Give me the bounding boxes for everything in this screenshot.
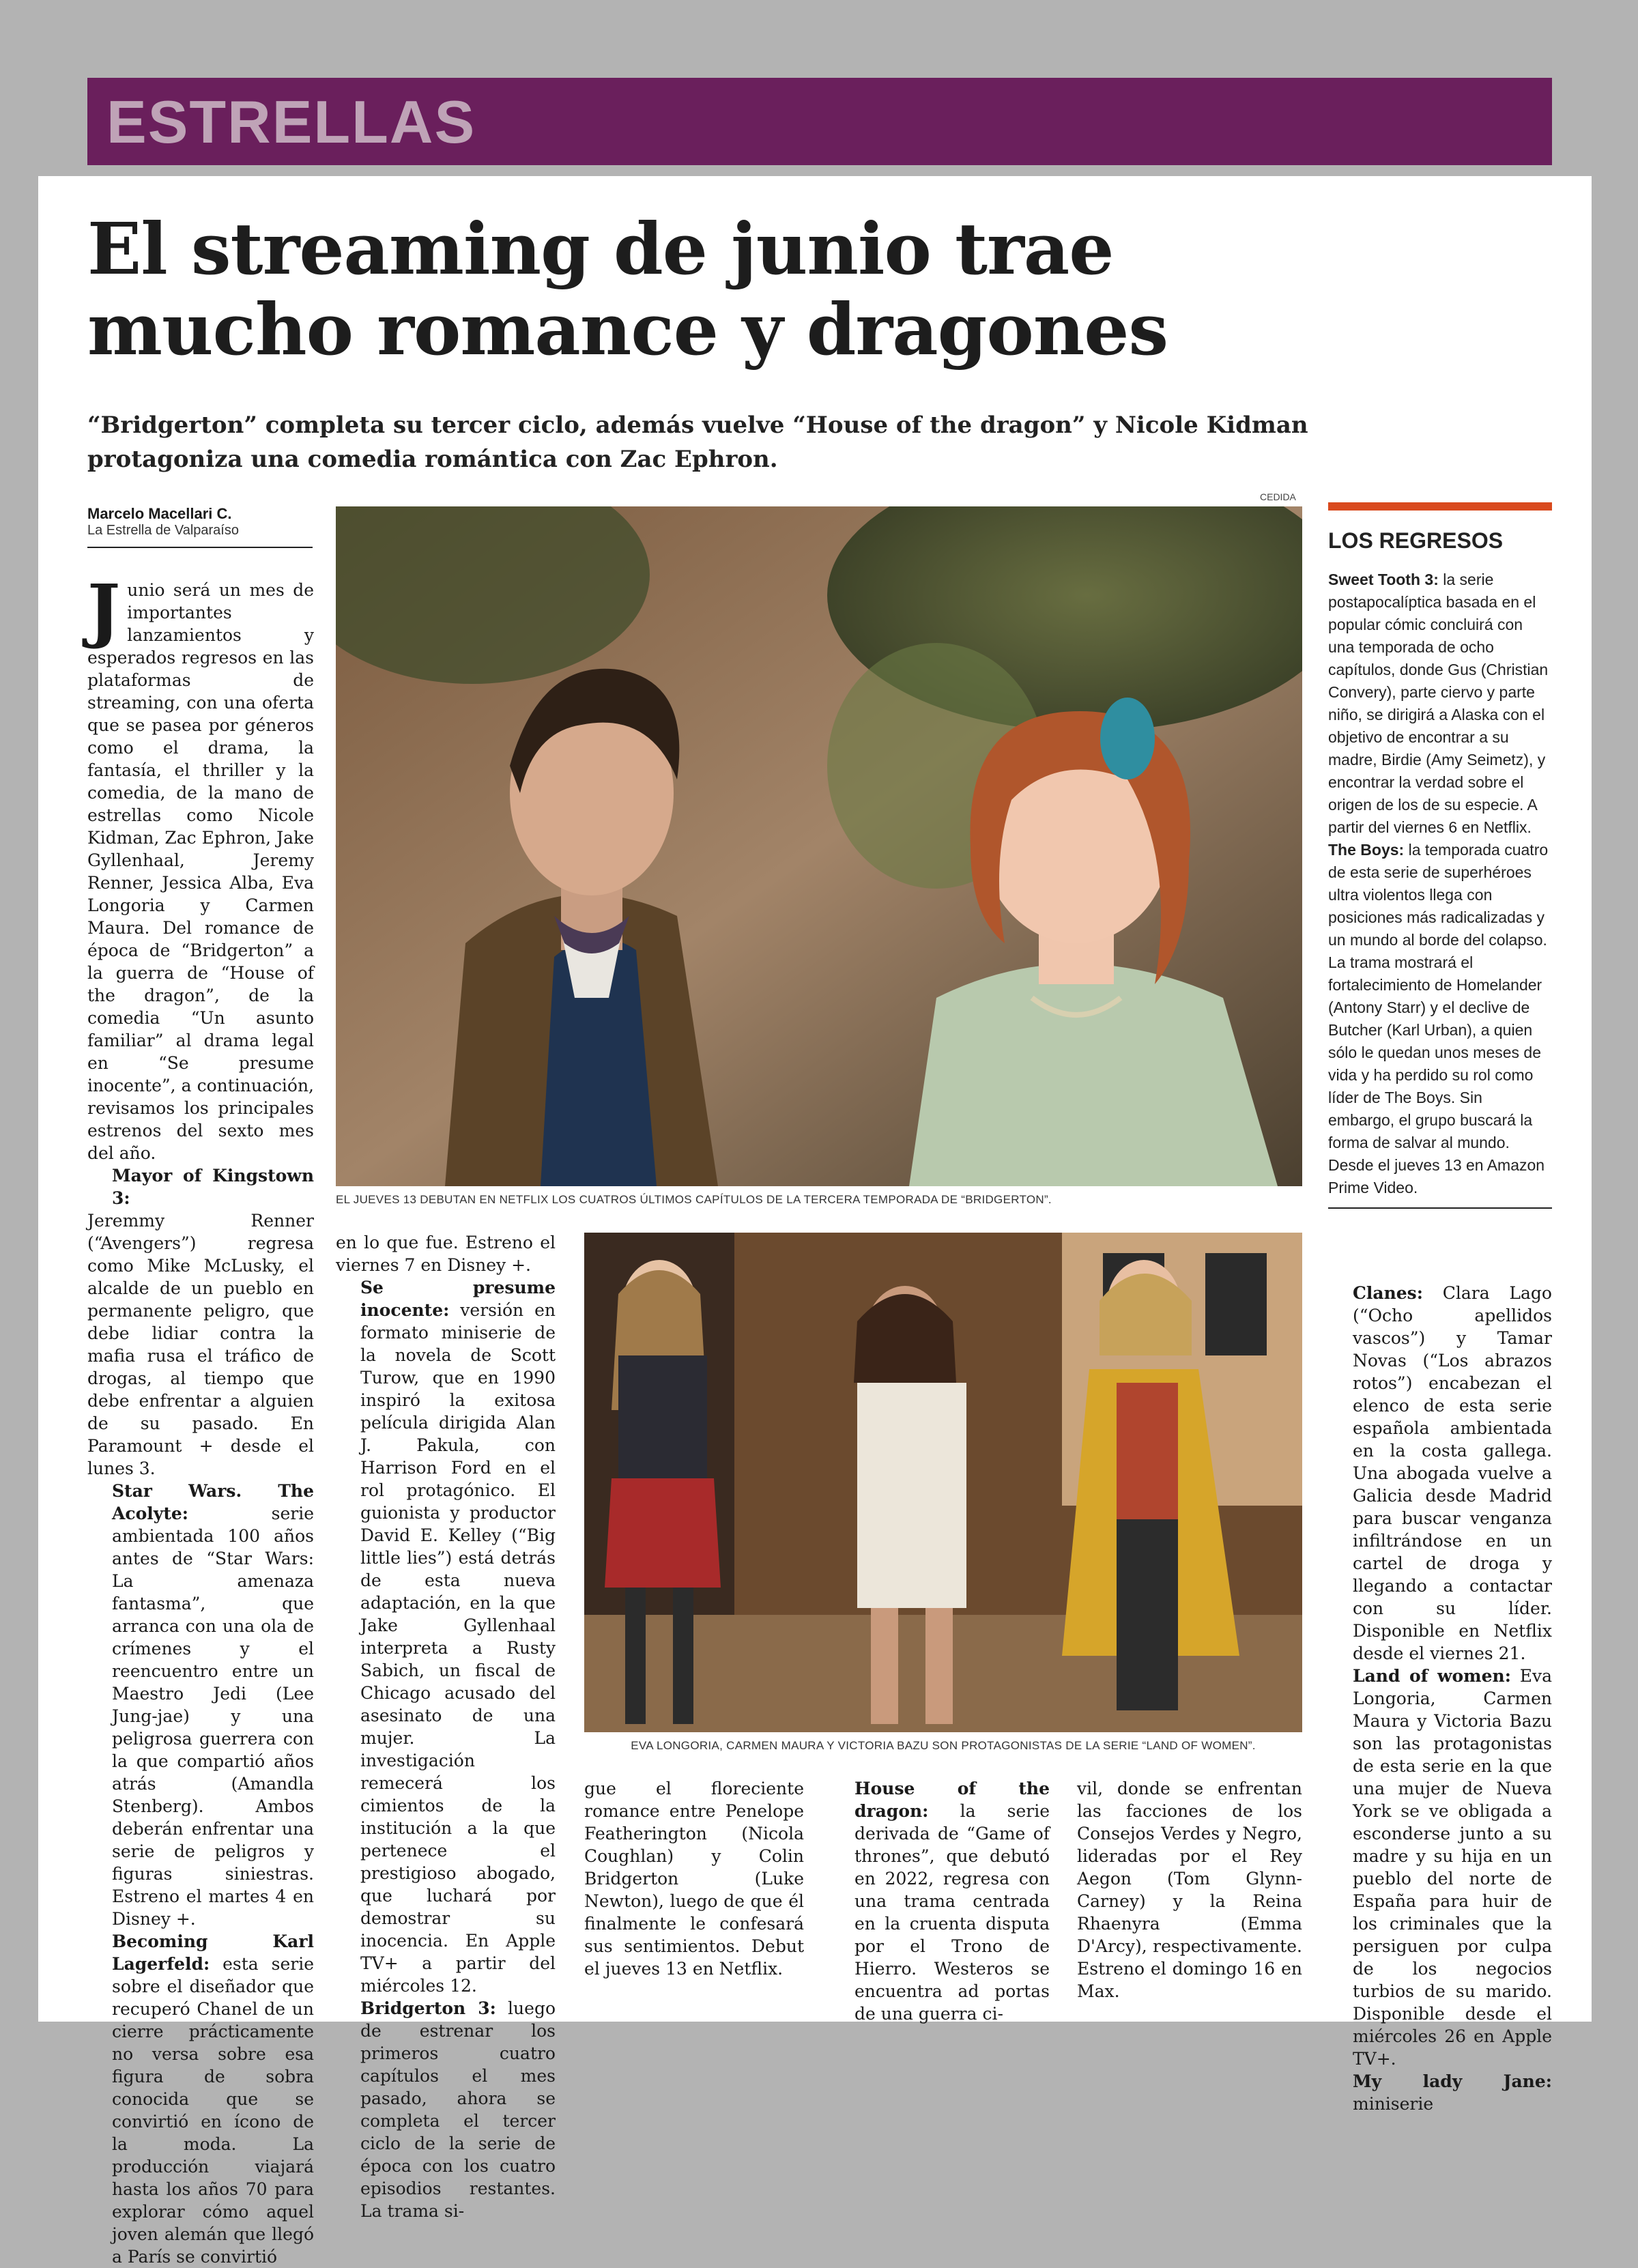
photo-land-of-women <box>584 1233 1302 1732</box>
photo-bottom-caption: EVA LONGORIA, CARMEN MAURA Y VICTORIA BAZU SON PROTAGONISTAS DE LA SERIE “LAND OF WOMEN”. <box>631 1739 1256 1752</box>
section-label: ESTRELLAS <box>106 88 476 156</box>
article-column-4 <box>830 1777 1050 2025</box>
item-title: My lady Jane: <box>1353 2071 1552 2091</box>
article-column-3 <box>584 1777 804 1980</box>
continuation-text: en lo que fue. Estreno el viernes 7 en Disney +. <box>336 1233 556 1275</box>
item-acolyte <box>87 1480 314 1930</box>
author-outlet: La Estrella de Valparaíso <box>87 523 239 538</box>
intro-text: unio será un mes de importantes lanzamientos y esperados regresos en las plataformas de streaming, con una oferta que se pasea por géneros como el drama, la fantasía, el thriller y la comedia, de la mano de estrellas como Nicole Kidman, Zac Ephron, Jake Gyllenhaal, Jeremy Renner, Jessica Alba, Eva Longoria y Carmen Maura. Del romance de época de “Bridgerton” a la guerra de “House of the dragon”, de la comedia “Un asunto familiar” al drama legal en “Se presume inocente”, a continuación, revisamos los principales estrenos del sexto mes del año. <box>87 580 314 1163</box>
item-dragon <box>830 1777 1050 2025</box>
item-text: la serie postapocalíptica basada en el popular cómic concluirá con una temporada de ocho capítulos, donde Gus (Christian Convery), parte ciervo y parte niño, se dirigirá a Alaska con el objetivo de encontrar a su madre, Birdie (Amy Seimetz), y encontrar la verdad sobre el origen de los de su especie. A partir del viernes 6 en Netflix. <box>1328 571 1549 836</box>
headline: El streaming de junio trae mucho romance y dragones <box>87 207 1168 371</box>
photo-bridgerton <box>336 506 1302 1186</box>
item-text: luego de estrenar los primeros cuatro capítulos el mes pasado, ahora se completa el tercer ciclo de la serie de época con los cuatro episodios restantes. La trama si- <box>360 1998 556 2221</box>
land-of-women-photo-illustration <box>584 1233 1302 1732</box>
photo-top-caption: EL JUEVES 13 DEBUTAN EN NETFLIX LOS CUATROS ÚLTIMOS CAPÍTULOS DE LA TERCERA TEMPORADA DE “BRIDGERTON”. <box>336 1193 1052 1206</box>
article-column-6 <box>1328 1282 1552 2115</box>
newspaper-page <box>38 176 1592 2267</box>
item-title: Mayor of Kingstown 3: <box>112 1166 314 1208</box>
byline <box>87 505 313 548</box>
sidebar-title: LOS REGRESOS <box>1328 528 1504 553</box>
article-column-2 <box>336 1231 556 2222</box>
item-text: Jeremmy Renner (“Avengers”) regresa como Mike McLusky, el alcalde de un pueblo en permanente peligro, que debe lidiar contra la mafia rusa el tráfico de drogas, al tiempo que debe enfrentar a alguien de su pasado. En Paramount + desde el lunes 3. <box>87 1211 314 1478</box>
item-text: serie ambientada 100 años antes de “Star Wars: La amenaza fantasma”, que arranca con una ola de crímenes y el reencuentro entre un Maestro Jedi (Lee Jung-jae) y una peligrosa guerrera con la que compartió años atrás (Amandla Stenberg). Ambos deberán enfrentar una serie de peligros y figuras siniestras. Estreno el martes 4 en Disney +. <box>112 1504 314 1929</box>
item-karl <box>87 1930 314 2268</box>
item-land <box>1328 1665 1552 2070</box>
item-text: miniserie <box>1353 2094 1434 2114</box>
deck: “Bridgerton” completa su tercer ciclo, además vuelve “House of the dragon” y Nicole Kidman protagoniza una comedia romántica con Zac Ephron. <box>87 412 1308 473</box>
drop-cap: J <box>87 569 121 651</box>
item-title: Becoming Karl Lagerfeld: <box>112 1932 314 1974</box>
photo-credit: CEDIDA <box>1260 491 1296 502</box>
sidebar-los-regresos <box>1328 502 1552 1209</box>
item-text: Eva Longoria, Carmen Maura y Victoria Bazu son las protagonistas de esta serie en la que una mujer de Nueva York se ve obligada a esconderse junto a su madre y su hija en un pueblo del norte de España para huir de los criminales que la persiguen por culpa de los negocios turbios de su marido. Disponible desde el miércoles 26 en Apple TV+. <box>1353 1666 1552 2069</box>
article-column-5 <box>1077 1777 1302 2003</box>
item-mayor <box>87 1164 314 1209</box>
author-name: Marcelo Macellari C. <box>87 505 232 522</box>
item-bridgerton <box>336 1997 556 2222</box>
item-text: Clara Lago (“Ocho apellidos vascos”) y Tamar Novas (“Los abrazos rotos”) encabezan el elenco de esta serie española ambientada en la costa gallega. Una abogada vuelve a Galicia desde Madrid para buscar venganza infiltrándose en un cartel de droga y llegando a contactar con su líder. Disponible en Netflix desde el viernes 21. <box>1353 1283 1552 1663</box>
section-header <box>87 78 1552 165</box>
item-title: Clanes: <box>1353 1283 1423 1303</box>
intro-paragraph <box>87 569 314 1164</box>
item-title: Sweet Tooth 3: <box>1328 571 1439 588</box>
item-text: la temporada cuatro de esta serie de superhéroes ultra violentos llega con posiciones más radicalizadas y un mundo al borde del colapso. La trama mostrará el fortalecimiento de Homelander (Antony Starr) y el declive de Butcher (Karl Urban), a quien sólo le quedan unos meses de vida y ha perdido su rol como líder de The Boys. Sin embargo, el grupo buscará la forma de salvar al mundo. Desde el jueves 13 en Amazon Prime Video. <box>1328 841 1549 1196</box>
item-jane <box>1328 2070 1552 2115</box>
sidebar-text <box>1328 569 1552 1199</box>
item-text: esta serie sobre el diseñador que recuperó Chanel de un cierre prácticamente no versa sobre esa figura de sobra conocida que se convirtió en ícono de la moda. La producción viajará hasta los años 70 para explorar cómo aquel joven alemán que llegó a París se convirtió <box>112 1954 315 2267</box>
item-text: versión en formato miniserie de la novela de Scott Turow, que en 1990 inspiró la exitosa película dirigida Alan J. Pakula, con Harrison Ford en el rol protagónico. El guionista y productor David E. Kelley (“Big little lies”) está detrás de esta nueva adaptación, en la que Jake Gyllenhaal interpreta a Rusty Sabich, un fiscal de Chicago acusado del asesinato de una mujer. La investigación remecerá los cimientos de la institución a la que pertenece el prestigioso abogado, que luchará por demostrar su inocencia. En Apple TV+ a partir del miércoles 12. <box>360 1300 556 1996</box>
item-title: Se presume inocente: <box>360 1278 556 1320</box>
item-title: Land of women: <box>1353 1666 1511 1686</box>
sidebar-accent-rule <box>1328 502 1552 511</box>
article-column-1 <box>87 569 315 2268</box>
item-title: The Boys: <box>1328 841 1405 859</box>
item-clanes <box>1328 1282 1552 1665</box>
item-title: Bridgerton 3: <box>360 1998 496 2018</box>
bridgerton-photo-illustration <box>336 506 1302 1186</box>
item-text: la serie derivada de “Game of thrones”, que debutó en 2022, regresa con una trama centrada en la cruenta disputa por el Trono de Hierro. Westeros se encuentra ad portas de una guerra ci- <box>854 1801 1050 2024</box>
continuation-text: vil, donde se enfrentan las facciones de los Consejos Verdes y Negro, lideradas por el Rey Aegon (Tom Glynn-Carney) y la Reina Rhaenyra (Emma D'Arcy), respectivamente. Estreno el domingo 16 en Max. <box>1077 1779 1302 2001</box>
sidebar-end-rule <box>1328 1207 1552 1209</box>
item-title: House of the dragon: <box>854 1779 1050 1821</box>
item-presume <box>336 1276 556 1997</box>
continuation-text: gue el floreciente romance entre Penelope Featherington (Nicola Coughlan) y Colin Bridgerton (Luke Newton), luego de que él finalmente le confesará sus sentimientos. Debut el jueves 13 en Netflix. <box>584 1779 804 1979</box>
item-title: Star Wars. The Acolyte: <box>112 1481 314 1523</box>
